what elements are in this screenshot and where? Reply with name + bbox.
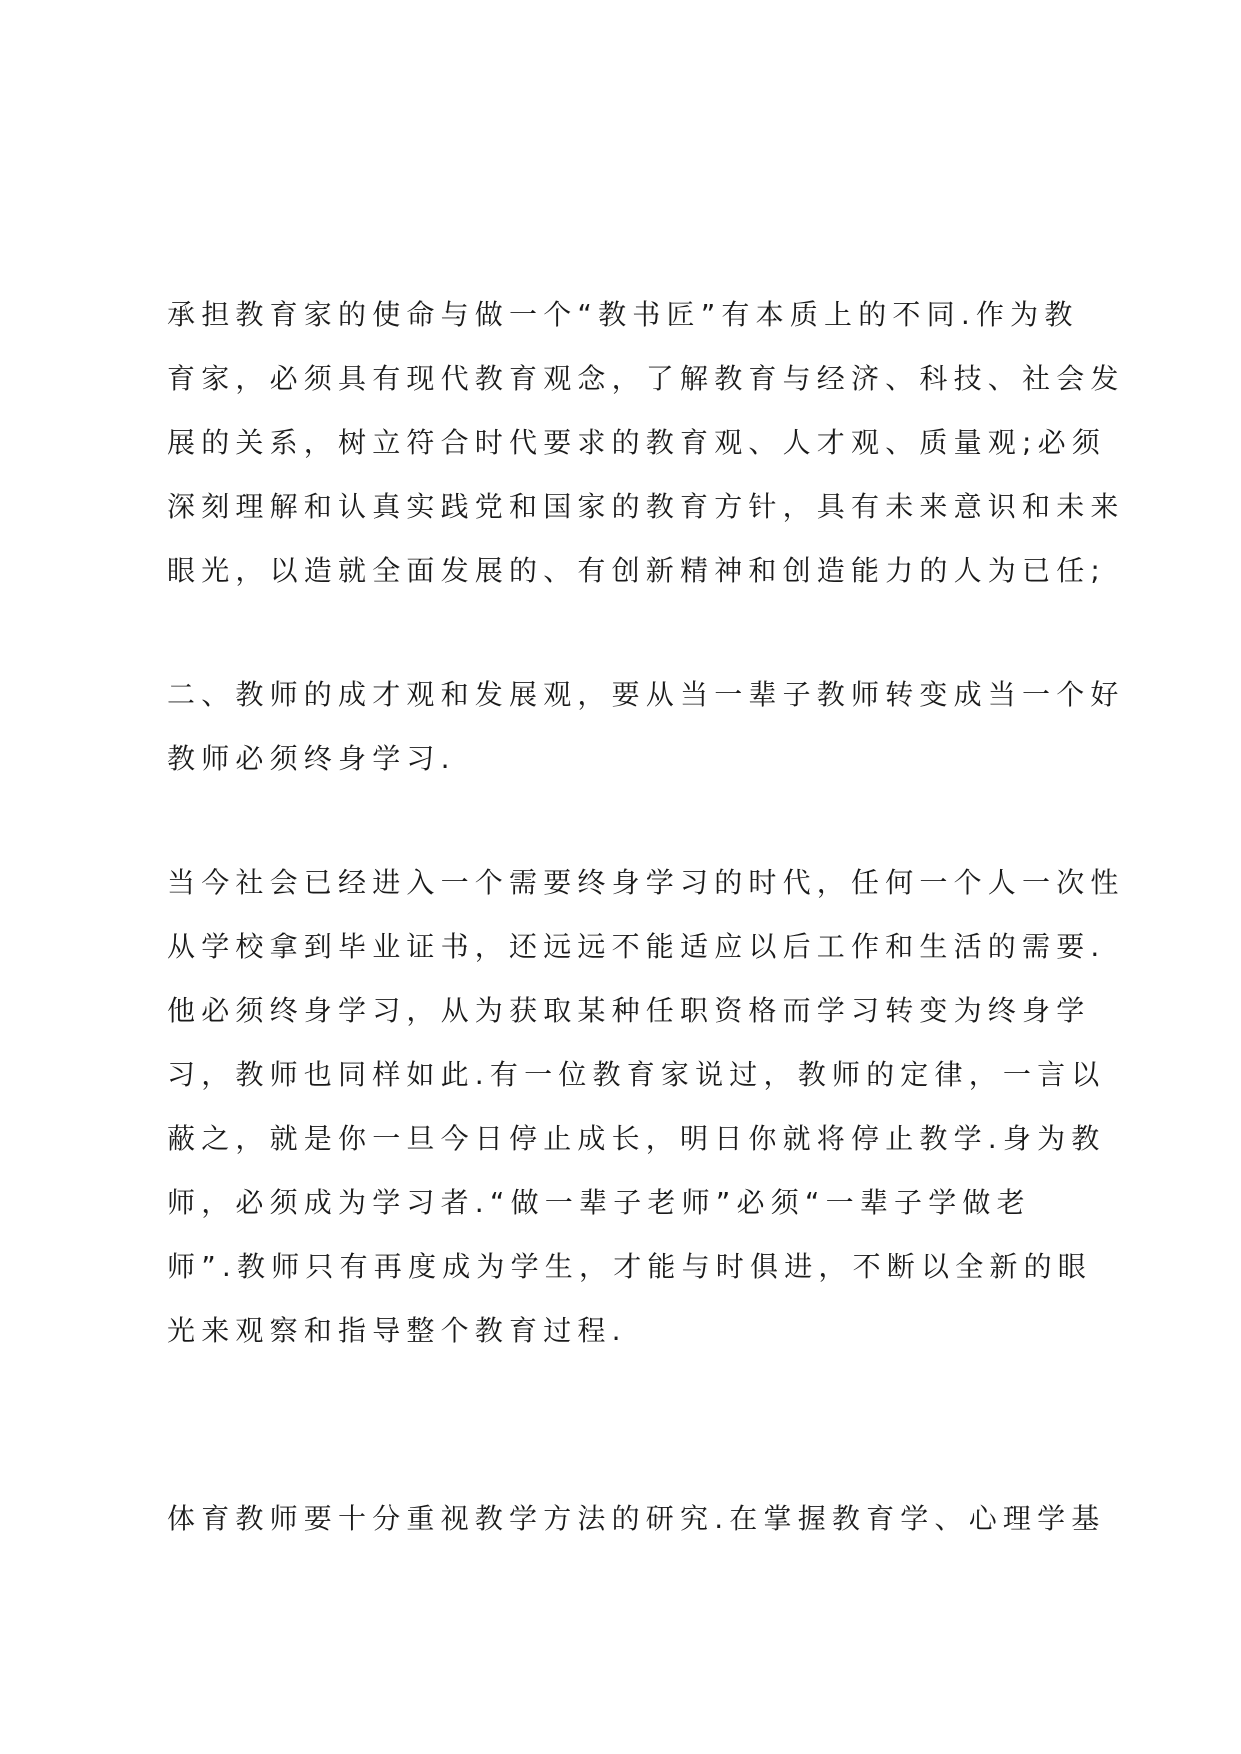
text-line: 习，教师也同样如此.有一位教育家说过，教师的定律，一言以 [167, 1058, 1106, 1091]
text-line: 他必须终身学习，从为获取某种任职资格而学习转变为终身学 [167, 994, 1091, 1027]
paragraph-spacer [167, 791, 1097, 851]
text-line [167, 1363, 1097, 1427]
text-line: 蔽之，就是你一旦今日停止成长，明日你就将停止教学.身为教 [167, 1122, 1106, 1155]
text-line: 承担教育家的使命与做一个“教书匠”有本质上的不同.作为教 [167, 298, 1079, 331]
text-line: 深刻理解和认真实践党和国家的教育方针，具有未来意识和未来 [167, 490, 1125, 523]
text-line: 眼光，以造就全面发展的、有创新精神和创造能力的人为已任; [167, 554, 1107, 587]
paragraph-spacer [167, 1427, 1097, 1487]
paragraph-2 [167, 663, 1125, 791]
text-line: 教师必须终身学习. [167, 742, 456, 775]
text-line: 师，必须成为学习者.“做一辈子老师”必须“一辈子学做老 [167, 1186, 1031, 1219]
text-line: 体育教师要十分重视教学方法的研究.在掌握教育学、心理学基 [167, 1502, 1106, 1535]
text-line: 从学校拿到毕业证书，还远远不能适应以后工作和生活的需要. [167, 930, 1106, 963]
text-line: 光来观察和指导整个教育过程. [167, 1314, 627, 1347]
text-line: 育家，必须具有现代教育观念，了解教育与经济、科技、社会发 [167, 362, 1125, 395]
paragraph-1 [167, 283, 1125, 603]
paragraph-spacer [167, 603, 1097, 663]
text-line: 当今社会已经进入一个需要终身学习的时代，任何一个人一次性 [167, 866, 1125, 899]
document-body [167, 283, 1125, 1551]
paragraph-4 [167, 1487, 1106, 1551]
paragraph-3 [167, 851, 1125, 1427]
text-line: 二、教师的成才观和发展观，要从当一辈子教师转变成当一个好 [167, 678, 1125, 711]
text-line: 展的关系，树立符合时代要求的教育观、人才观、质量观;必须 [167, 426, 1107, 459]
text-line: 师”.教师只有再度成为学生，才能与时俱进，不断以全新的眼 [167, 1250, 1093, 1283]
